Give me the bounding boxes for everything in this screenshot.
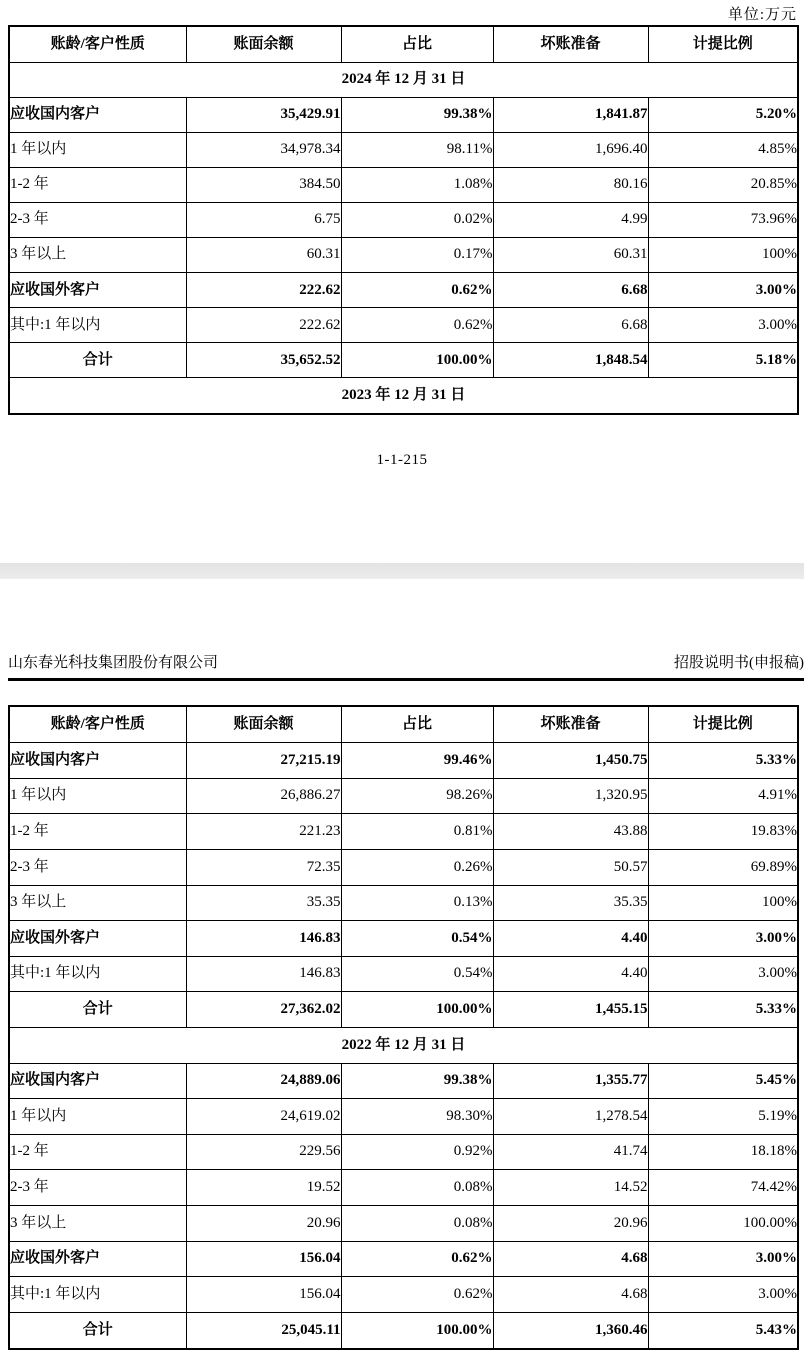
col-header-provision: 计提比例 [648,706,798,743]
cell-provision: 19.83% [648,814,798,850]
section-row [9,378,798,414]
cell-baddebt: 1,320.95 [493,778,648,814]
page-number: 1-1-215 [376,452,428,468]
cell-balance: 27,362.02 [186,992,341,1028]
page-break-band [0,563,804,579]
cell-balance: 229.56 [186,1134,341,1170]
table-row [9,743,798,779]
cell-baddebt: 43.88 [493,814,648,850]
cell-balance: 146.83 [186,956,341,992]
row-label: 1-2 年 [9,1134,186,1170]
cell-balance: 156.04 [186,1277,341,1313]
cell-balance: 26,886.27 [186,778,341,814]
row-label: 1-2 年 [9,167,186,202]
cell-ratio: 0.62% [341,1277,493,1313]
cell-baddebt: 80.16 [493,167,648,202]
row-label: 应收国内客户 [9,97,186,132]
cell-provision: 3.00% [648,956,798,992]
cell-baddebt: 4.68 [493,1241,648,1277]
table-row [9,1134,798,1170]
cell-balance: 35,429.91 [186,97,341,132]
col-header-baddebt: 坏账准备 [493,26,648,62]
cell-balance: 35,652.52 [186,343,341,378]
total-row [9,1312,798,1349]
total-row [9,992,798,1028]
cell-balance: 72.35 [186,849,341,885]
col-header-balance: 账面余额 [186,706,341,743]
cell-ratio: 0.62% [341,1241,493,1277]
cell-provision: 5.18% [648,343,798,378]
cell-balance: 24,889.06 [186,1063,341,1099]
row-label: 应收国外客户 [9,921,186,957]
page-header [8,651,804,681]
table-row [9,202,798,237]
cell-baddebt: 6.68 [493,273,648,308]
cell-ratio: 0.92% [341,1134,493,1170]
cell-ratio: 98.30% [341,1099,493,1135]
cell-baddebt: 35.35 [493,885,648,921]
cell-baddebt: 1,450.75 [493,743,648,779]
cell-baddebt: 1,360.46 [493,1312,648,1349]
cell-balance: 146.83 [186,921,341,957]
table-row [9,849,798,885]
table-row [9,167,798,202]
header-row [9,706,798,743]
cell-provision: 18.18% [648,1134,798,1170]
cell-balance: 34,978.34 [186,132,341,167]
row-label: 应收国外客户 [9,1241,186,1277]
cell-provision: 5.43% [648,1312,798,1349]
table-row [9,921,798,957]
row-label: 应收国外客户 [9,273,186,308]
cell-baddebt: 41.74 [493,1134,648,1170]
header-row [9,26,798,62]
cell-ratio: 0.13% [341,885,493,921]
section-title-2024: 2024 年 12 月 31 日 [9,62,798,97]
cell-provision: 3.00% [648,273,798,308]
cell-provision: 4.91% [648,778,798,814]
col-header-balance: 账面余额 [186,26,341,62]
cell-provision: 4.85% [648,132,798,167]
cell-baddebt: 60.31 [493,238,648,273]
cell-baddebt: 20.96 [493,1206,648,1242]
col-header-aging: 账龄/客户性质 [9,26,186,62]
cell-provision: 74.42% [648,1170,798,1206]
row-label: 3 年以上 [9,238,186,273]
table-row [9,1277,798,1313]
cell-provision: 69.89% [648,849,798,885]
cell-balance: 60.31 [186,238,341,273]
aging-table-2023-2022 [8,705,799,1350]
col-header-baddebt: 坏账准备 [493,706,648,743]
cell-ratio: 100.00% [341,343,493,378]
cell-balance: 20.96 [186,1206,341,1242]
row-label: 合计 [9,992,186,1028]
cell-provision: 20.85% [648,167,798,202]
cell-ratio: 0.08% [341,1170,493,1206]
cell-balance: 156.04 [186,1241,341,1277]
cell-baddebt: 14.52 [493,1170,648,1206]
unit-label: 单位:万元 [727,7,797,23]
row-label: 2-3 年 [9,849,186,885]
cell-ratio: 0.54% [341,956,493,992]
table-row [9,1099,798,1135]
row-label: 3 年以上 [9,885,186,921]
row-label: 2-3 年 [9,202,186,237]
table-row [9,1241,798,1277]
section-title-2023: 2023 年 12 月 31 日 [9,378,798,414]
cell-ratio: 98.11% [341,132,493,167]
row-label: 应收国内客户 [9,1063,186,1099]
cell-ratio: 99.38% [341,1063,493,1099]
cell-balance: 27,215.19 [186,743,341,779]
table-row [9,238,798,273]
cell-baddebt: 4.40 [493,921,648,957]
table-row [9,273,798,308]
row-label: 1 年以内 [9,132,186,167]
table-row [9,778,798,814]
cell-baddebt: 4.68 [493,1277,648,1313]
section-row [9,62,798,97]
col-header-provision: 计提比例 [648,26,798,62]
cell-balance: 222.62 [186,308,341,343]
cell-ratio: 0.02% [341,202,493,237]
cell-provision: 3.00% [648,1241,798,1277]
cell-baddebt: 1,848.54 [493,343,648,378]
cell-balance: 384.50 [186,167,341,202]
cell-balance: 25,045.11 [186,1312,341,1349]
cell-balance: 24,619.02 [186,1099,341,1135]
cell-ratio: 99.38% [341,97,493,132]
cell-ratio: 98.26% [341,778,493,814]
row-label: 1 年以内 [9,778,186,814]
cell-ratio: 0.81% [341,814,493,850]
cell-balance: 19.52 [186,1170,341,1206]
table-row [9,308,798,343]
cell-ratio: 100.00% [341,1312,493,1349]
total-row [9,343,798,378]
cell-baddebt: 50.57 [493,849,648,885]
cell-provision: 5.33% [648,743,798,779]
col-header-aging: 账龄/客户性质 [9,706,186,743]
company-name: 山东春光科技集团股份有限公司 [8,655,219,671]
cell-provision: 73.96% [648,202,798,237]
section-row [9,1027,798,1063]
cell-balance: 6.75 [186,202,341,237]
cell-baddebt: 6.68 [493,308,648,343]
cell-ratio: 0.08% [341,1206,493,1242]
row-label: 2-3 年 [9,1170,186,1206]
cell-provision: 3.00% [648,308,798,343]
cell-balance: 221.23 [186,814,341,850]
col-header-ratio: 占比 [341,706,493,743]
cell-ratio: 100.00% [341,992,493,1028]
cell-provision: 5.19% [648,1099,798,1135]
table-row [9,97,798,132]
cell-ratio: 0.17% [341,238,493,273]
cell-provision: 5.33% [648,992,798,1028]
doc-type-label: 招股说明书(申报稿) [674,655,804,671]
cell-balance: 222.62 [186,273,341,308]
section-title-2022: 2022 年 12 月 31 日 [9,1027,798,1063]
cell-provision: 100% [648,238,798,273]
cell-provision: 5.20% [648,97,798,132]
cell-ratio: 0.62% [341,273,493,308]
cell-provision: 3.00% [648,921,798,957]
cell-baddebt: 1,278.54 [493,1099,648,1135]
row-label: 其中:1 年以内 [9,1277,186,1313]
row-label: 1-2 年 [9,814,186,850]
cell-baddebt: 1,841.87 [493,97,648,132]
row-label: 3 年以上 [9,1206,186,1242]
cell-provision: 3.00% [648,1277,798,1313]
cell-ratio: 1.08% [341,167,493,202]
row-label: 应收国内客户 [9,743,186,779]
row-label: 1 年以内 [9,1099,186,1135]
table-row [9,885,798,921]
cell-ratio: 0.62% [341,308,493,343]
row-label: 合计 [9,1312,186,1349]
aging-table-2024 [8,25,799,415]
cell-baddebt: 1,696.40 [493,132,648,167]
cell-baddebt: 1,355.77 [493,1063,648,1099]
cell-provision: 100.00% [648,1206,798,1242]
row-label: 其中:1 年以内 [9,308,186,343]
cell-baddebt: 1,455.15 [493,992,648,1028]
row-label: 其中:1 年以内 [9,956,186,992]
cell-baddebt: 4.99 [493,202,648,237]
cell-provision: 5.45% [648,1063,798,1099]
cell-ratio: 99.46% [341,743,493,779]
cell-baddebt: 4.40 [493,956,648,992]
cell-balance: 35.35 [186,885,341,921]
cell-ratio: 0.54% [341,921,493,957]
cell-provision: 100% [648,885,798,921]
cell-ratio: 0.26% [341,849,493,885]
table-row [9,132,798,167]
row-label: 合计 [9,343,186,378]
table-row [9,1206,798,1242]
col-header-ratio: 占比 [341,26,493,62]
table-row [9,1170,798,1206]
table-row [9,1063,798,1099]
table-row [9,814,798,850]
table-row [9,956,798,992]
